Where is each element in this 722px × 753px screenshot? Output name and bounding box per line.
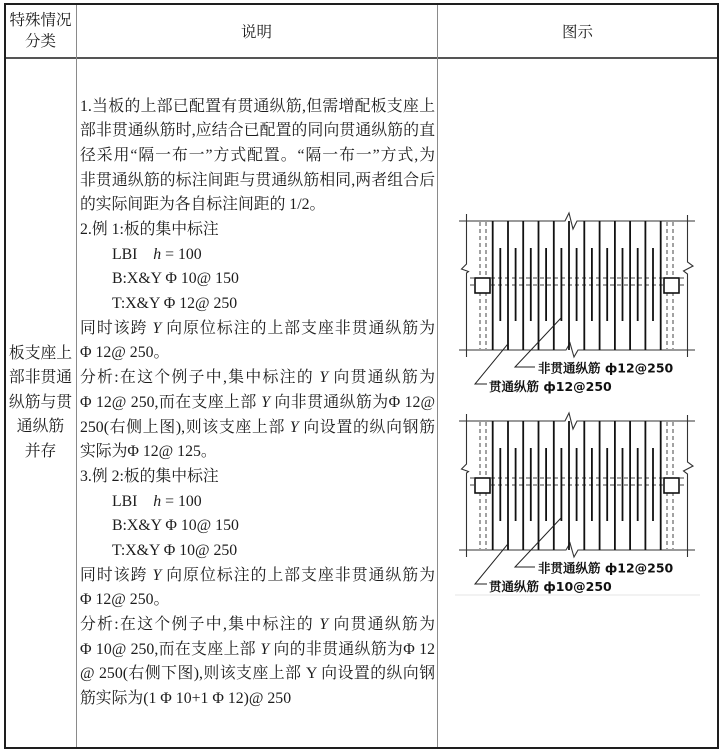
text-run: 向原位标注的上部支座非贯通纵筋为 [161,319,435,337]
text-run: 的实际间距为各自标注间距的 1/2。 [80,196,326,214]
text-run: LBI [112,492,154,510]
slab-top-break-line [459,413,695,429]
header-description-label: 说明 [240,24,272,41]
italic-variable: Y [319,616,329,634]
italic-variable: Y [152,566,162,584]
text-run: 向设置的纵向钢筋 [298,418,435,436]
text-run: 实际为Φ 12@ 125。 [80,443,217,461]
text-run: 非贯通纵筋的标注间距与贯通纵筋相同,两者组合后 [80,171,435,189]
text-run: = 100 [161,245,202,263]
column-square [475,278,490,293]
slab-top-break-line [459,213,695,229]
header-category-line: 分类 [24,33,56,50]
italic-variable: Y [260,640,270,658]
text-run: 向贯通纵筋为 [328,616,435,634]
left-support-edge-line [462,214,469,357]
text-run: @ 250(右侧下图),则该支座上部 Y 向设置的纵向钢 [80,665,435,683]
category-line: 纵筋与贯 [8,393,73,411]
text-run: Φ 12@ 250,而在支座上部 [80,393,262,411]
text-run: 筋实际为(1 Φ 10+1 Φ 12)@ 250 [80,690,292,708]
category-line: 部非贯通 [8,369,73,387]
diagram-lower [459,413,695,594]
text-run: Φ 12@ 250。 [80,344,170,362]
non-through-rebar-label: 非贯通纵筋 ф12@250 [538,560,674,576]
header-category-line: 特殊情况 [9,12,72,29]
text-run: 2.例 1:板的集中标注 [80,221,219,239]
left-support-edge-line [462,414,469,557]
italic-variable: h [153,245,162,263]
text-run: = 100 [161,492,202,510]
text-run: 向非贯通纵筋为Φ 12@ [270,393,435,411]
header-illustration-label: 图示 [561,24,593,41]
slab-bottom-break-line [459,343,695,357]
category-line: 板支座上 [8,344,73,362]
text-run: 部非贯通纵筋时,应结合已配置的同向贯通纵筋的直 [80,122,435,140]
text-run: 径采用“隔一布一”方式配置。“隔一布一”方式,为 [80,146,435,164]
italic-variable: h [153,492,162,510]
category-line: 通纵筋 [16,418,65,436]
italic-variable: Y [319,369,329,387]
text-run: 1.当板的上部已配置有贯通纵筋,但需增配板支座上 [80,97,435,115]
text-run: B:X&Y Φ 10@ 150 [112,270,239,288]
text-run: LBI [112,245,154,263]
italic-variable: Y [152,319,162,337]
non-through-rebar-label: 非贯通纵筋 ф12@250 [538,360,674,376]
text-run: Φ 10@ 250,而在支座上部 [80,640,261,658]
right-support-edge-line [684,415,694,557]
slab-bottom-break-line [459,543,695,557]
column-square [475,478,490,493]
text-run: 分析:在这个例子中,集中标注的 [80,616,320,634]
italic-variable: Y [289,418,299,436]
text-run: T:X&Y Φ 10@ 250 [112,541,238,559]
text-run: 同时该跨 [80,566,153,584]
column-square [664,478,679,493]
through-rebar-label: 贯通纵筋 ф10@250 [489,579,612,594]
text-run: 向原位标注的上部支座非贯通纵筋为 [161,566,435,584]
text-run: 向贯通纵筋为 [328,369,435,387]
through-rebar-label: 贯通纵筋 ф12@250 [489,379,612,394]
column-square [664,278,679,293]
italic-variable: Y [261,393,271,411]
category-line: 并存 [24,442,57,460]
text-run: 分析:在这个例子中,集中标注的 [80,369,320,387]
text-run: 250(右侧上图),则该支座上部 [80,418,290,436]
diagram-upper [459,213,695,394]
text-run: B:X&Y Φ 10@ 150 [112,517,239,535]
text-run: 同时该跨 [80,319,153,337]
text-run: 向的非贯通纵筋为Φ 12 [269,640,435,658]
text-run: T:X&Y Φ 12@ 250 [112,295,238,313]
text-run: Φ 12@ 250。 [80,591,170,609]
right-support-edge-line [684,215,694,357]
text-run: 3.例 2:板的集中标注 [80,467,219,485]
